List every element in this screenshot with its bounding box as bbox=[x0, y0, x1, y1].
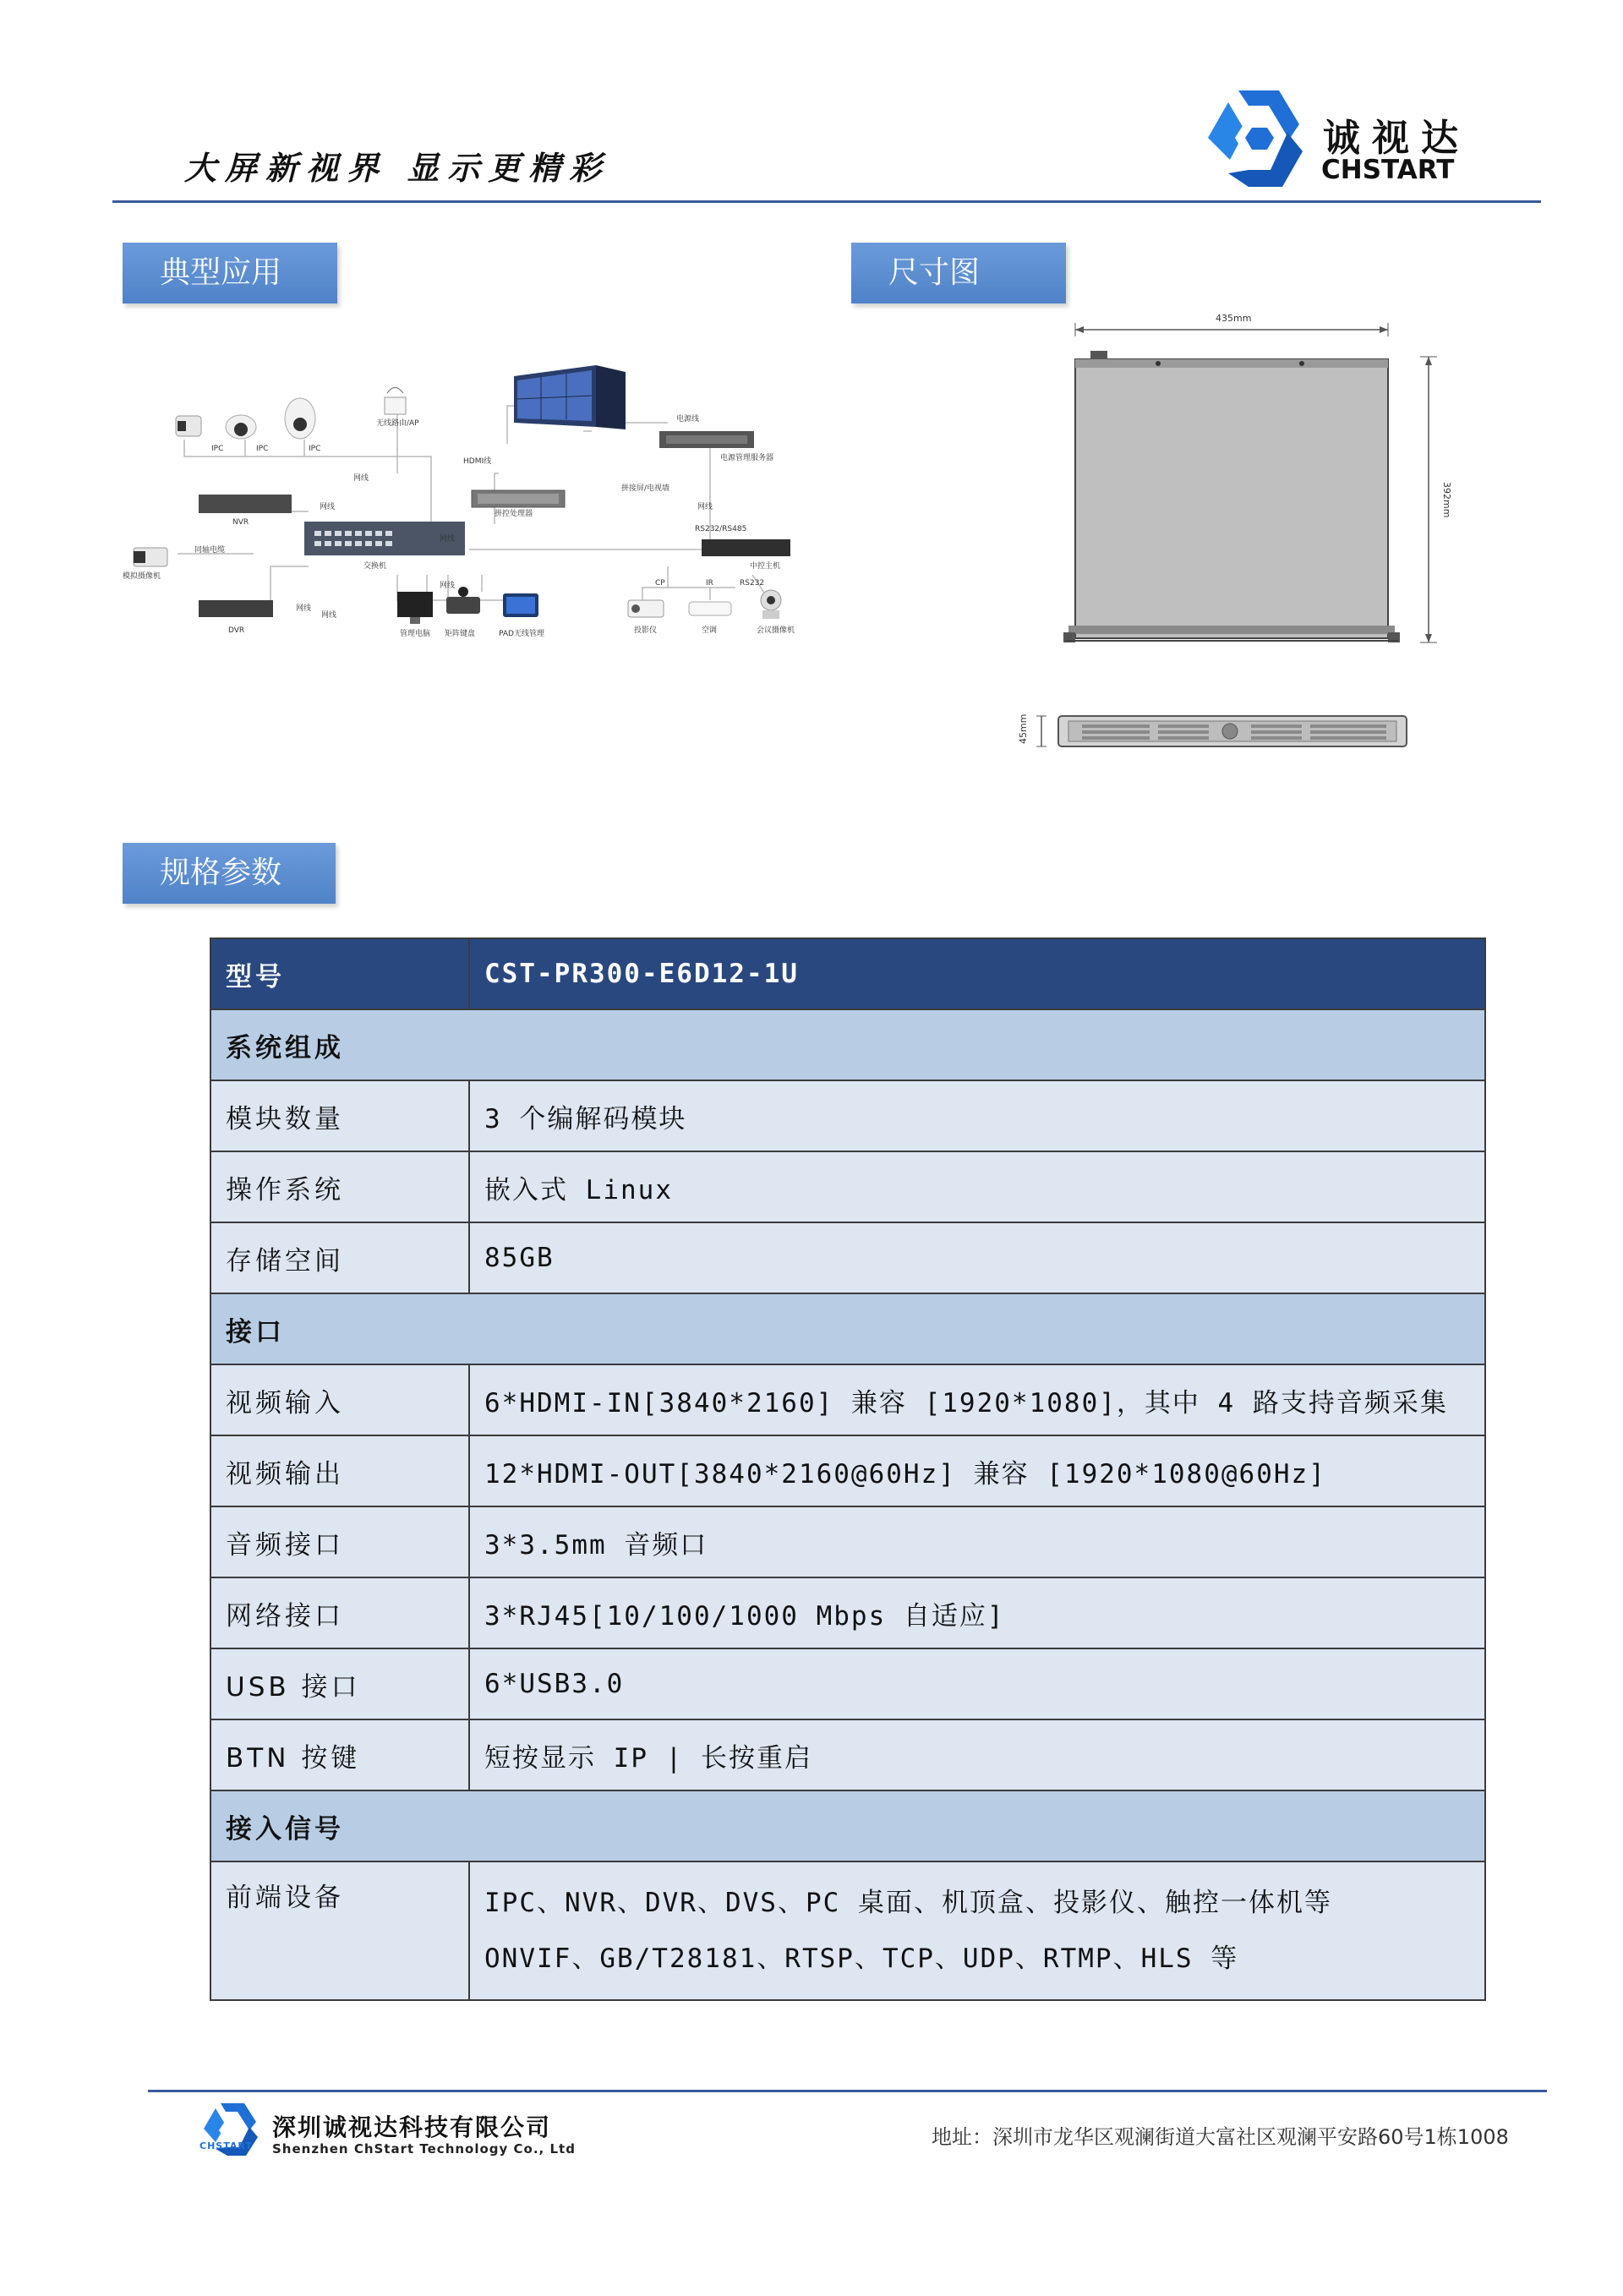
row-key: 前端设备 bbox=[210, 1861, 469, 2000]
svg-text:IR: IR bbox=[706, 579, 713, 588]
svg-text:空调: 空调 bbox=[702, 626, 718, 635]
row-value: 3 个编解码模块 bbox=[469, 1080, 1485, 1151]
svg-text:网线: 网线 bbox=[697, 503, 713, 511]
svg-text:网线: 网线 bbox=[296, 604, 312, 613]
svg-text:网线: 网线 bbox=[440, 582, 456, 590]
model-value: CST-PR300-E6D12-1U bbox=[469, 938, 1485, 1009]
row-value: 12*HDMI-OUT[3840*2160@60Hz] 兼容 [1920*1080@60Hz] bbox=[469, 1435, 1485, 1506]
row-value: 嵌入式 Linux bbox=[469, 1151, 1485, 1222]
chstart-logo-icon bbox=[1205, 89, 1313, 189]
dim-height-label: 45mm bbox=[1018, 713, 1029, 744]
svg-text:中控主机: 中控主机 bbox=[750, 562, 781, 571]
row-value: 6*HDMI-IN[3840*2160] 兼容 [1920*1080]，其中 4 路支持音频采集 bbox=[469, 1364, 1485, 1435]
svg-text:网线: 网线 bbox=[440, 535, 456, 544]
row-key: USB 接口 bbox=[210, 1648, 469, 1719]
svg-text:投影仪: 投影仪 bbox=[634, 626, 658, 635]
row-key: 操作系统 bbox=[210, 1151, 469, 1222]
section-tab-dimension: 尺寸图 bbox=[851, 243, 1066, 303]
table-row bbox=[210, 1861, 1485, 2000]
row-key: 模块数量 bbox=[210, 1080, 469, 1151]
svg-text:DVR: DVR bbox=[228, 626, 245, 635]
svg-text:RS232/RS485: RS232/RS485 bbox=[695, 525, 747, 533]
spec-table bbox=[210, 938, 1486, 2001]
svg-text:IPC: IPC bbox=[211, 445, 224, 453]
svg-text:网线: 网线 bbox=[353, 474, 369, 483]
section-row-interface bbox=[210, 1293, 1485, 1364]
svg-text:交换机: 交换机 bbox=[363, 562, 387, 571]
row-value: 3*RJ45[10/100/1000 Mbps 自适应] bbox=[469, 1577, 1485, 1648]
svg-text:电源线: 电源线 bbox=[676, 415, 700, 424]
footer-logo-icon bbox=[199, 2102, 266, 2161]
svg-text:网线: 网线 bbox=[320, 503, 336, 511]
svg-text:无线路由/AP: 无线路由/AP bbox=[376, 419, 419, 428]
row-key: 存储空间 bbox=[210, 1222, 469, 1293]
row-value: 短按显示 IP | 长按重启 bbox=[469, 1719, 1485, 1790]
svg-text:CP: CP bbox=[655, 579, 665, 588]
footer-company-en: Shenzhen ChStart Technology Co., Ltd bbox=[272, 2141, 576, 2157]
row-key: 音频接口 bbox=[210, 1506, 469, 1577]
dim-depth-label: 392mm bbox=[1441, 482, 1452, 518]
table-row bbox=[210, 1577, 1485, 1648]
footer-company-cn: 深圳诚视达科技有限公司 bbox=[272, 2113, 552, 2141]
table-row bbox=[210, 1364, 1485, 1435]
table-header-row bbox=[210, 938, 1485, 1009]
svg-text:模拟摄像机: 模拟摄像机 bbox=[123, 572, 161, 581]
model-key: 型号 bbox=[210, 938, 469, 1009]
table-row bbox=[210, 1648, 1485, 1719]
svg-text:拼接屏/电视墙: 拼接屏/电视墙 bbox=[621, 484, 670, 493]
svg-text:同轴电缆: 同轴电缆 bbox=[194, 546, 226, 555]
svg-text:PAD无线管理: PAD无线管理 bbox=[499, 630, 544, 638]
table-row bbox=[210, 1506, 1485, 1577]
footer-address: 地址：深圳市龙华区观澜街道大富社区观澜平安路60号1栋1008 bbox=[932, 2125, 1509, 2149]
row-key: BTN 按键 bbox=[210, 1719, 469, 1790]
svg-text:IPC: IPC bbox=[256, 445, 269, 453]
svg-text:拼控处理器: 拼控处理器 bbox=[495, 510, 533, 518]
svg-text:IPC: IPC bbox=[309, 445, 321, 453]
row-value: 85GB bbox=[469, 1222, 1485, 1293]
svg-text:网线: 网线 bbox=[321, 611, 337, 620]
section-row-system bbox=[210, 1009, 1485, 1080]
table-row bbox=[210, 1435, 1485, 1506]
signal-devices: IPC、NVR、DVR、DVS、PC 桌面、机顶盒、投影仪、触控一体机等 bbox=[484, 1888, 1332, 1918]
svg-text:管理电脑: 管理电脑 bbox=[400, 630, 431, 638]
header-divider bbox=[112, 200, 1541, 203]
footer-divider bbox=[148, 2090, 1547, 2092]
section-title-signal: 接入信号 bbox=[210, 1790, 1485, 1861]
dim-width-label: 435mm bbox=[1216, 313, 1252, 324]
section-tab-spec: 规格参数 bbox=[123, 843, 336, 904]
row-value-multiline bbox=[469, 1861, 1485, 2000]
signal-protocols: ONVIF、GB/T28181、RTSP、TCP、UDP、RTMP、HLS 等 bbox=[484, 1943, 1239, 1974]
slogan: 大屏新视界 显示更精彩 bbox=[184, 149, 610, 187]
svg-text:会议摄像机: 会议摄像机 bbox=[757, 626, 795, 635]
logo-chinese-name: 诚视达 bbox=[1323, 117, 1470, 160]
logo-english-name: CHSTART bbox=[1321, 155, 1455, 185]
svg-text:电源管理服务器: 电源管理服务器 bbox=[720, 454, 774, 462]
row-key: 视频输入 bbox=[210, 1364, 469, 1435]
section-tab-typical-application: 典型应用 bbox=[123, 243, 337, 303]
company-logo bbox=[1205, 89, 1484, 194]
row-value: 6*USB3.0 bbox=[469, 1648, 1485, 1719]
row-key: 网络接口 bbox=[210, 1577, 469, 1648]
section-title-system: 系统组成 bbox=[210, 1009, 1485, 1080]
table-row bbox=[210, 1080, 1485, 1151]
table-row bbox=[210, 1151, 1485, 1222]
application-diagram bbox=[118, 347, 820, 651]
row-value: 3*3.5mm 音频口 bbox=[469, 1506, 1485, 1577]
svg-text:NVR: NVR bbox=[232, 518, 249, 527]
footer-logo-text: CHSTART bbox=[199, 2140, 253, 2151]
row-key: 视频输出 bbox=[210, 1435, 469, 1506]
section-title-interface: 接口 bbox=[210, 1293, 1485, 1364]
svg-text:HDMI线: HDMI线 bbox=[463, 457, 492, 466]
svg-text:RS232: RS232 bbox=[740, 579, 765, 588]
table-row bbox=[210, 1222, 1485, 1293]
dimension-drawing bbox=[1018, 304, 1462, 778]
svg-text:矩阵键盘: 矩阵键盘 bbox=[445, 630, 476, 638]
table-row bbox=[210, 1719, 1485, 1790]
section-row-signal bbox=[210, 1790, 1485, 1861]
